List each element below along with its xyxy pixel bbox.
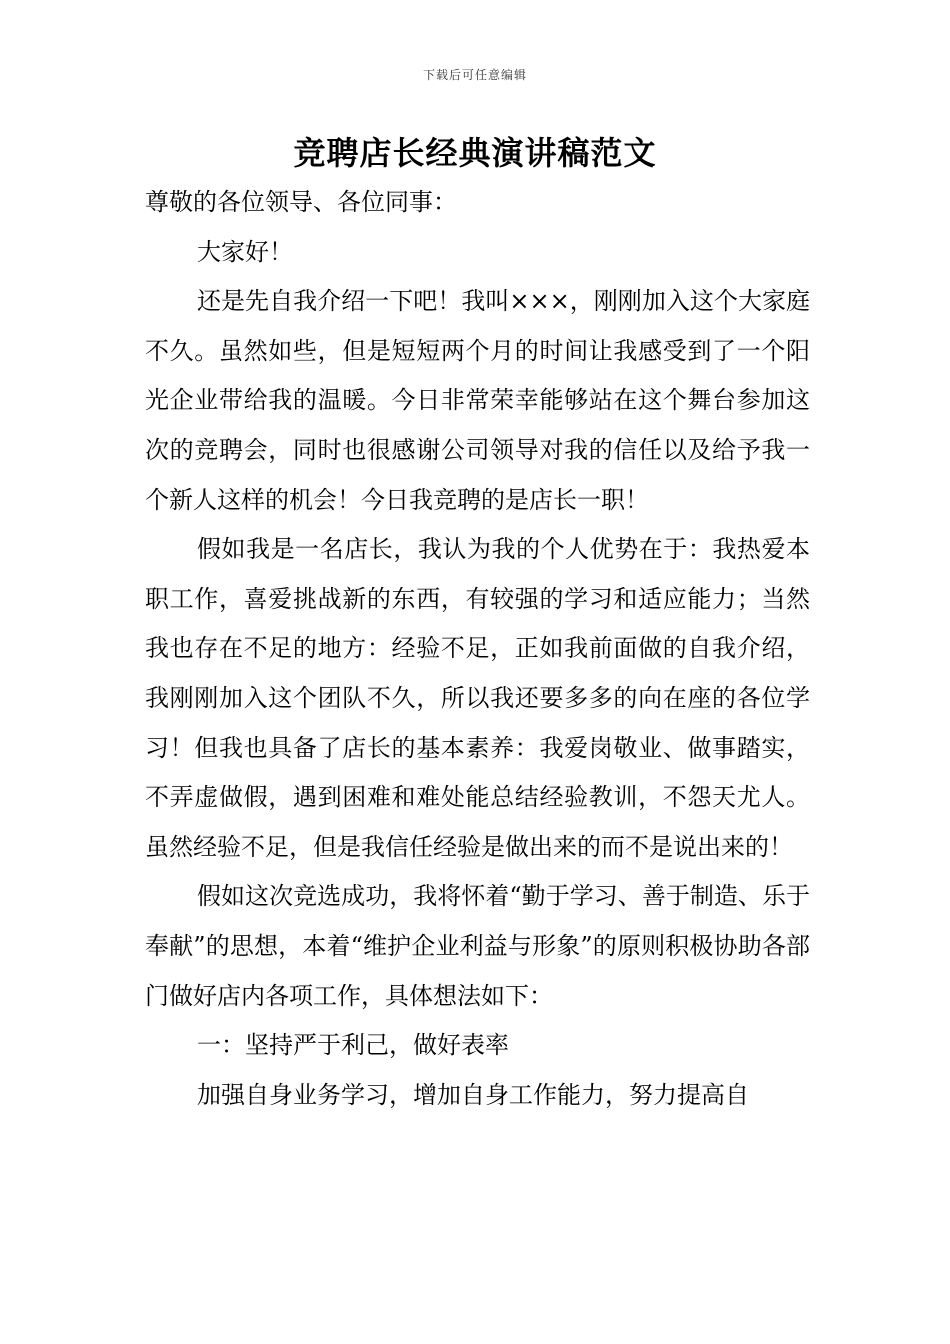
paragraph-plan: 假如这次竞选成功，我将怀着“勤于学习、善于制造、乐于奉献”的思想，本着“维护企业利益与形象”的原则积极协助各部门做好店内各项工作，具体想法如下： (145, 882, 810, 1010)
section-heading-1: 一：坚持严于利己，做好表率 (197, 1031, 509, 1060)
page-title: 竞聘店长经典演讲稿范文 (293, 134, 657, 172)
paragraph-strengths: 假如我是一名店长，我认为我的个人优势在于：我热爱本职工作，喜爱挑战新的东西，有较强的学习和适应能力；当然我也存在不足的地方：经验不足，正如我前面做的自我介绍，我刚刚加入这个团队不久，所以我还要多多的向在座的各位学习！但我也具备了店长的基本素养：我爱岗敬业、做事踏实，不弄虚做假，遇到困难和难处能总结经验教训，不怨天尤人。虽然经验不足，但是我信任经验是做出来的而不是说出来的！ (145, 535, 810, 861)
header-note: 下载后可任意编辑 (422, 68, 527, 82)
paragraph-section-1: 加强自身业务学习，增加自身工作能力，努力提高自 (197, 1080, 749, 1109)
document-body (145, 178, 810, 1120)
salutation: 尊敬的各位领导、各位同事： (145, 188, 457, 216)
paragraph-greeting: 大家好！ (197, 237, 293, 266)
paragraph-introduction: 还是先自我介绍一下吧！我叫×××，刚刚加入这个大家庭不久。虽然如些，但是短短两个月的时间让我感受到了一个阳光企业带给我的温暖。今日非常荣幸能够站在这个舞台参加这次的竞聘会，同时也很感谢公司领导对我的信任以及给予我一个新人这样的机会！今日我竞聘的是店长一职！ (145, 287, 810, 514)
